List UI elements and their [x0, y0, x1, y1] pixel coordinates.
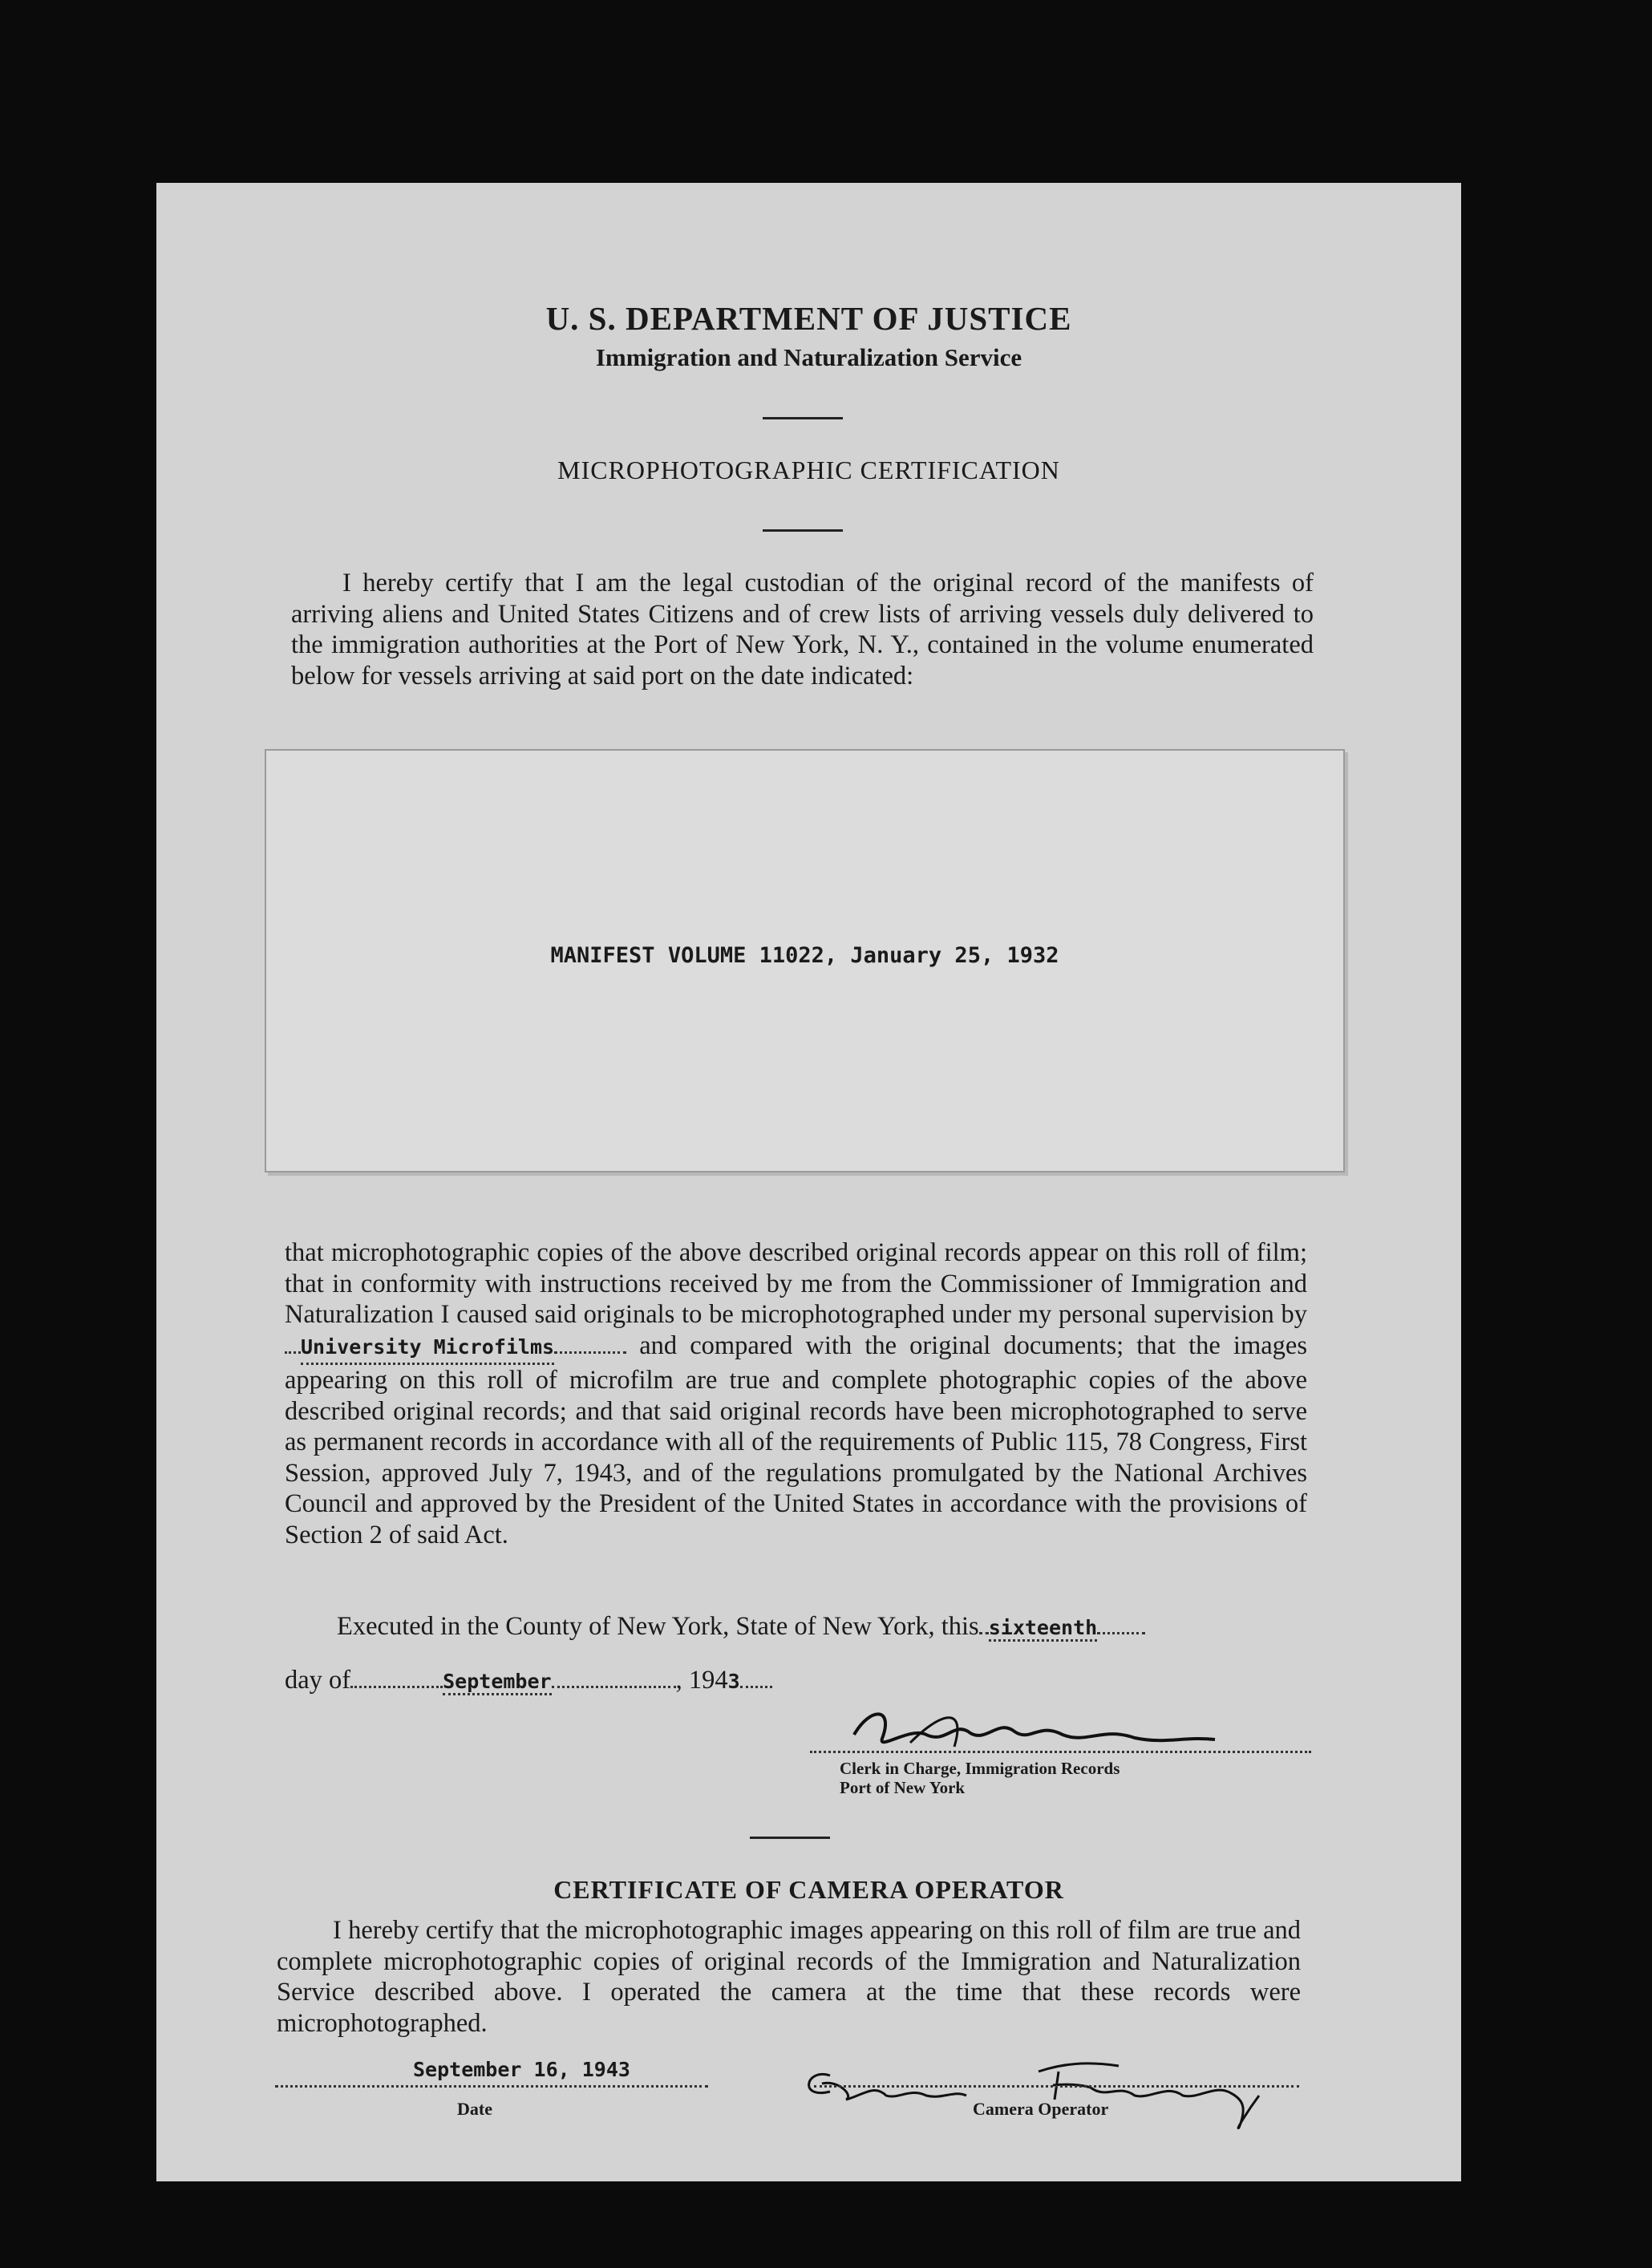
month-value: September: [443, 1670, 551, 1695]
certification-body: [285, 1237, 1307, 1550]
service-subtitle: Immigration and Naturalization Service: [595, 343, 1022, 371]
camera-certificate-title: CERTIFICATE OF CAMERA OPERATOR: [553, 1875, 1064, 1904]
intro-paragraph: I hereby certify that I am the legal custodian of the original record of the manifests of arriving aliens and United States Citizens and of crew lists of arriving vessels duly delivered to the immigration authorities at the Port of New York, N. Y., contained in the volume enumerated below for vessels arriving at said port on the date indicated:: [291, 569, 1314, 691]
execution-line: [337, 1612, 1145, 1642]
camera-operator-line: [814, 2085, 1299, 2088]
body-text-part2: and compared with the original documents; that the images appearing on this roll of microfilm are true and complete photographic copies of the above described original records; and that said original records have been microphotographed to serve as permanent records in accordance with all of the requirements of Public 115, 78 Congress, First Session, approved July 7, 1943, and of the regulations promulgated by the National Archives Council and approved by the President of the United States in accordance with the provisions of Section 2 of said Act.: [285, 1330, 1307, 1549]
year-prefix: , 194: [675, 1666, 728, 1695]
manifest-volume-label: MANIFEST VOLUME 11022, January 25, 1932: [550, 943, 1059, 968]
divider: [763, 529, 843, 532]
divider: [763, 417, 843, 419]
year-digit: 3: [727, 1670, 740, 1693]
camera-operator-signature: [798, 2051, 1295, 2136]
executed-text: Executed in the County of New York, State of New York, this: [337, 1612, 979, 1641]
day-of-label: day of: [285, 1666, 351, 1695]
clerk-title-line1: Clerk in Charge, Immigration Records: [840, 1759, 1120, 1778]
day-of-line: [285, 1666, 772, 1695]
clerk-signature-line: [810, 1751, 1311, 1753]
department-title: U. S. DEPARTMENT OF JUSTICE: [545, 300, 1072, 337]
date-label: Date: [457, 2099, 492, 2119]
camera-certificate-text: I hereby certify that the microphotographic images appearing on this roll of film are true and complete microphotographic copies of original records of the Immigration and Naturalization Service described above. I operated the camera at the time that these records were microphotographed.: [277, 1916, 1301, 2038]
camera-operator-label: Camera Operator: [973, 2099, 1109, 2119]
divider: [750, 1837, 830, 1839]
date-line: [275, 2085, 708, 2088]
clerk-title: [840, 1759, 1120, 1797]
day-word: sixteenth: [989, 1616, 1097, 1642]
body-text-part1: that microphotographic copies of the above described original records appear on this roll of film; that in conformity with instructions received by me from the Commissioner of Immigration and Naturalization I caused said originals to be microphotographed under my personal supervision by: [285, 1238, 1307, 1329]
manifest-label-card: [265, 749, 1345, 1172]
date-value: September 16, 1943: [413, 2058, 630, 2081]
certification-title: MICROPHOTOGRAPHIC CERTIFICATION: [557, 456, 1060, 484]
clerk-title-line2: Port of New York: [840, 1778, 966, 1797]
certificate-page: [156, 183, 1461, 2181]
photographer-name: University Microfilms: [301, 1332, 554, 1366]
